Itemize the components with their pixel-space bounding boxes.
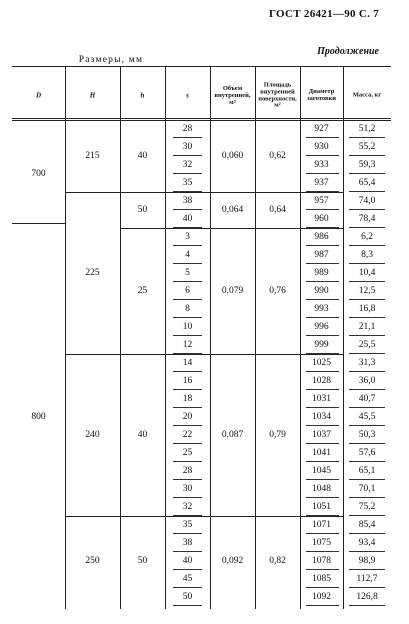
cell-mass: 59,3 xyxy=(358,160,376,170)
row-line-s xyxy=(173,137,202,138)
row-line-mass xyxy=(349,227,385,228)
cell-mass: 74,0 xyxy=(358,196,376,206)
cell-s: 40 xyxy=(182,214,193,224)
row-line-diameter xyxy=(306,353,339,354)
cell-diameter: 1085 xyxy=(312,574,331,584)
row-line-mass xyxy=(349,407,385,408)
row-line-diameter xyxy=(306,371,339,372)
row-line-mass xyxy=(349,533,385,534)
row-line-diameter xyxy=(306,281,339,282)
cell-diameter: 933 xyxy=(314,160,329,170)
cell-s: 35 xyxy=(182,520,193,530)
cell-diameter: 960 xyxy=(314,214,329,224)
row-line-s xyxy=(173,515,202,516)
area-group-1: 0,64 xyxy=(269,205,286,215)
cell-diameter: 1037 xyxy=(312,430,331,440)
row-line-diameter xyxy=(306,407,339,408)
row-line-mass xyxy=(349,461,385,462)
cell-diameter: 1048 xyxy=(312,484,331,494)
row-line-s xyxy=(173,263,202,264)
cell-mass: 16,8 xyxy=(358,304,376,314)
cell-diameter: 987 xyxy=(314,250,329,260)
cell-mass: 50,3 xyxy=(358,430,376,440)
row-line-s xyxy=(173,245,202,246)
cell-s: 22 xyxy=(182,430,193,440)
cell-s: 8 xyxy=(185,304,190,314)
row-line-mass xyxy=(349,263,385,264)
row-line-mass xyxy=(349,173,385,174)
row-line-diameter xyxy=(306,155,339,156)
cell-diameter: 1031 xyxy=(312,394,331,404)
row-line-diameter xyxy=(306,263,339,264)
column-header-diameter: Диаметр заготовки xyxy=(306,88,336,102)
cell-s: 12 xyxy=(182,340,193,350)
cell-s: 5 xyxy=(185,268,190,278)
row-line-mass xyxy=(349,551,385,552)
h-group-separator xyxy=(120,516,165,517)
row-line-mass xyxy=(349,317,385,318)
cell-diameter: 1075 xyxy=(312,538,331,548)
row-line-s xyxy=(173,353,202,354)
cell-diameter: 957 xyxy=(314,196,329,206)
cell-s: 10 xyxy=(182,322,193,332)
row-line-s xyxy=(173,227,202,228)
column-divider xyxy=(255,66,256,609)
row-line-mass xyxy=(349,299,385,300)
row-line-s xyxy=(173,155,202,156)
column-header-area: Площадь внутренней поверхности, м² xyxy=(258,81,297,109)
cell-diameter: 1051 xyxy=(312,502,331,512)
cell-diameter: 937 xyxy=(314,178,329,188)
row-line-mass xyxy=(349,245,385,246)
row-line-s xyxy=(173,281,202,282)
cell-s: 35 xyxy=(182,178,193,188)
h-group-separator xyxy=(120,192,165,193)
cell-s: 18 xyxy=(182,394,193,404)
cell-diameter: 1041 xyxy=(312,448,331,458)
row-line-s xyxy=(173,389,202,390)
row-line-diameter xyxy=(306,299,339,300)
cell-mass: 25,5 xyxy=(358,340,376,350)
cell-diameter: 990 xyxy=(314,286,329,296)
row-line-s xyxy=(173,191,202,192)
cell-mass: 36,0 xyxy=(358,376,376,386)
row-line-mass xyxy=(349,371,385,372)
row-line-mass xyxy=(349,137,385,138)
cell-s: 40 xyxy=(182,556,193,566)
cell-s: 14 xyxy=(182,358,193,368)
header-top-line xyxy=(12,66,391,67)
row-line-s xyxy=(173,479,202,480)
cell-mass: 98,9 xyxy=(358,556,376,566)
row-line-mass xyxy=(349,353,385,354)
cell-mass: 65,1 xyxy=(358,466,376,476)
row-line-s xyxy=(173,587,202,588)
row-line-mass xyxy=(349,191,385,192)
cell-mass: 12,5 xyxy=(358,286,376,296)
cell-s: 32 xyxy=(182,160,193,170)
H-group-separator xyxy=(65,516,120,517)
cell-diameter: 1078 xyxy=(312,556,331,566)
row-line-mass xyxy=(349,515,385,516)
cell-mass: 40,7 xyxy=(358,394,376,404)
row-line-diameter xyxy=(306,191,339,192)
row-line-diameter xyxy=(306,551,339,552)
row-line-mass xyxy=(349,335,385,336)
cell-s: 20 xyxy=(182,412,193,422)
h-group-separator xyxy=(120,228,165,229)
cell-mass: 70,1 xyxy=(358,484,376,494)
h-group-3: 40 xyxy=(137,430,148,440)
D-group-1: 800 xyxy=(31,412,46,422)
row-line-mass xyxy=(349,569,385,570)
cell-s: 50 xyxy=(182,592,193,602)
row-line-diameter xyxy=(306,227,339,228)
cell-mass: 10,4 xyxy=(358,268,376,278)
row-line-s xyxy=(173,533,202,534)
H-group-3: 250 xyxy=(85,556,100,566)
cell-diameter: 999 xyxy=(314,340,329,350)
row-line-s xyxy=(173,551,202,552)
H-group-separator xyxy=(65,354,120,355)
row-line-diameter xyxy=(306,173,339,174)
cell-diameter: 1025 xyxy=(312,358,331,368)
column-divider xyxy=(65,66,66,609)
row-line-mass xyxy=(349,155,385,156)
cell-s: 38 xyxy=(182,538,193,548)
row-line-diameter xyxy=(306,335,339,336)
column-header-mass: Масса, кг xyxy=(352,91,382,99)
D-group-separator xyxy=(12,223,65,224)
cell-mass: 112,7 xyxy=(356,574,378,584)
cell-s: 4 xyxy=(185,250,190,260)
row-line-diameter xyxy=(306,587,339,588)
row-line-mass xyxy=(349,587,385,588)
row-line-mass xyxy=(349,209,385,210)
row-line-diameter xyxy=(306,137,339,138)
group-separator xyxy=(165,192,343,193)
volume-group-3: 0,087 xyxy=(221,430,244,440)
h-group-0: 40 xyxy=(137,151,148,161)
cell-mass: 6,2 xyxy=(361,232,373,242)
cell-mass: 57,6 xyxy=(358,448,376,458)
cell-mass: 78,4 xyxy=(358,214,376,224)
cell-mass: 55,2 xyxy=(358,142,376,152)
cell-diameter: 1092 xyxy=(312,592,331,602)
cell-diameter: 989 xyxy=(314,268,329,278)
group-separator xyxy=(165,228,343,229)
row-line-mass xyxy=(349,479,385,480)
row-line-s xyxy=(173,371,202,372)
h-group-2: 25 xyxy=(137,286,148,296)
row-line-s xyxy=(173,443,202,444)
cell-mass: 126,8 xyxy=(356,592,378,602)
h-group-4: 50 xyxy=(137,556,148,566)
cell-diameter: 1034 xyxy=(312,412,331,422)
row-line-diameter xyxy=(306,479,339,480)
cell-mass: 85,4 xyxy=(358,520,376,530)
cell-s: 28 xyxy=(182,466,193,476)
header-bottom-line xyxy=(12,118,391,119)
group-header-dimensions: Размеры, мм xyxy=(78,55,144,65)
row-line-mass xyxy=(349,425,385,426)
cell-s: 6 xyxy=(185,286,190,296)
cell-s: 32 xyxy=(182,502,193,512)
cell-mass: 75,2 xyxy=(358,502,376,512)
cell-diameter: 1028 xyxy=(312,376,331,386)
cell-s: 28 xyxy=(182,124,193,134)
group-separator xyxy=(165,354,343,355)
cell-diameter: 1045 xyxy=(312,466,331,476)
column-divider xyxy=(343,66,344,609)
cell-diameter: 993 xyxy=(314,304,329,314)
row-line-s xyxy=(173,425,202,426)
area-group-2: 0,76 xyxy=(269,286,286,296)
cell-s: 30 xyxy=(182,142,193,152)
row-line-s xyxy=(173,209,202,210)
row-line-diameter xyxy=(306,569,339,570)
row-line-diameter xyxy=(306,533,339,534)
h-group-separator xyxy=(120,354,165,355)
D-group-0: 700 xyxy=(31,169,46,179)
area-group-0: 0,62 xyxy=(269,151,286,161)
cell-mass: 93,4 xyxy=(358,538,376,548)
row-line-diameter xyxy=(306,605,339,606)
volume-group-4: 0,092 xyxy=(221,556,244,566)
volume-group-1: 0,064 xyxy=(221,205,244,215)
column-header-s: s xyxy=(186,91,189,100)
group-separator xyxy=(165,516,343,517)
column-header-D: D xyxy=(35,91,42,100)
cell-diameter: 986 xyxy=(314,232,329,242)
area-group-4: 0,82 xyxy=(269,556,286,566)
row-line-mass xyxy=(349,389,385,390)
row-line-s xyxy=(173,407,202,408)
h-group-1: 50 xyxy=(137,205,148,215)
row-line-s xyxy=(173,299,202,300)
row-line-diameter xyxy=(306,443,339,444)
row-line-diameter xyxy=(306,389,339,390)
cell-mass: 65,4 xyxy=(358,178,376,188)
row-line-s xyxy=(173,461,202,462)
column-header-h: h xyxy=(140,91,145,100)
cell-s: 16 xyxy=(182,376,193,386)
column-header-volume: Объем внутренней, м³ xyxy=(214,84,251,106)
cell-s: 3 xyxy=(185,232,190,242)
row-line-diameter xyxy=(306,209,339,210)
column-divider xyxy=(210,66,211,609)
column-header-H: H xyxy=(89,91,96,100)
row-line-mass xyxy=(349,443,385,444)
cell-s: 30 xyxy=(182,484,193,494)
cell-s: 38 xyxy=(182,196,193,206)
row-line-s xyxy=(173,317,202,318)
H-group-separator xyxy=(65,192,120,193)
cell-s: 45 xyxy=(182,574,193,584)
H-group-0: 215 xyxy=(85,151,100,161)
row-line-diameter xyxy=(306,425,339,426)
row-line-mass xyxy=(349,605,385,606)
row-line-s xyxy=(173,605,202,606)
cell-mass: 45,5 xyxy=(358,412,376,422)
row-line-diameter xyxy=(306,245,339,246)
header-bottom-double-line xyxy=(12,120,391,121)
cell-mass: 21,1 xyxy=(358,322,376,332)
row-line-s xyxy=(173,173,202,174)
row-line-diameter xyxy=(306,515,339,516)
page-header: ГОСТ 26421—90 С. 7 xyxy=(268,8,379,20)
row-line-mass xyxy=(349,281,385,282)
column-divider xyxy=(120,66,121,609)
row-line-s xyxy=(173,497,202,498)
row-line-s xyxy=(173,335,202,336)
cell-s: 25 xyxy=(182,448,193,458)
row-line-diameter xyxy=(306,461,339,462)
continuation-label: Продолжение xyxy=(317,46,379,57)
H-group-1: 225 xyxy=(85,268,100,278)
column-divider xyxy=(300,66,301,609)
cell-diameter: 930 xyxy=(314,142,329,152)
cell-diameter: 927 xyxy=(314,124,329,134)
row-line-diameter xyxy=(306,497,339,498)
cell-diameter: 996 xyxy=(314,322,329,332)
volume-group-0: 0,060 xyxy=(221,151,244,161)
row-line-diameter xyxy=(306,317,339,318)
cell-diameter: 1071 xyxy=(312,520,331,530)
H-group-2: 240 xyxy=(85,430,100,440)
area-group-3: 0,79 xyxy=(269,430,286,440)
cell-mass: 31,3 xyxy=(358,358,376,368)
volume-group-2: 0,079 xyxy=(221,286,244,296)
cell-mass: 8,3 xyxy=(361,250,373,260)
row-line-mass xyxy=(349,497,385,498)
cell-mass: 51,2 xyxy=(358,124,376,134)
column-divider xyxy=(165,66,166,609)
row-line-s xyxy=(173,569,202,570)
